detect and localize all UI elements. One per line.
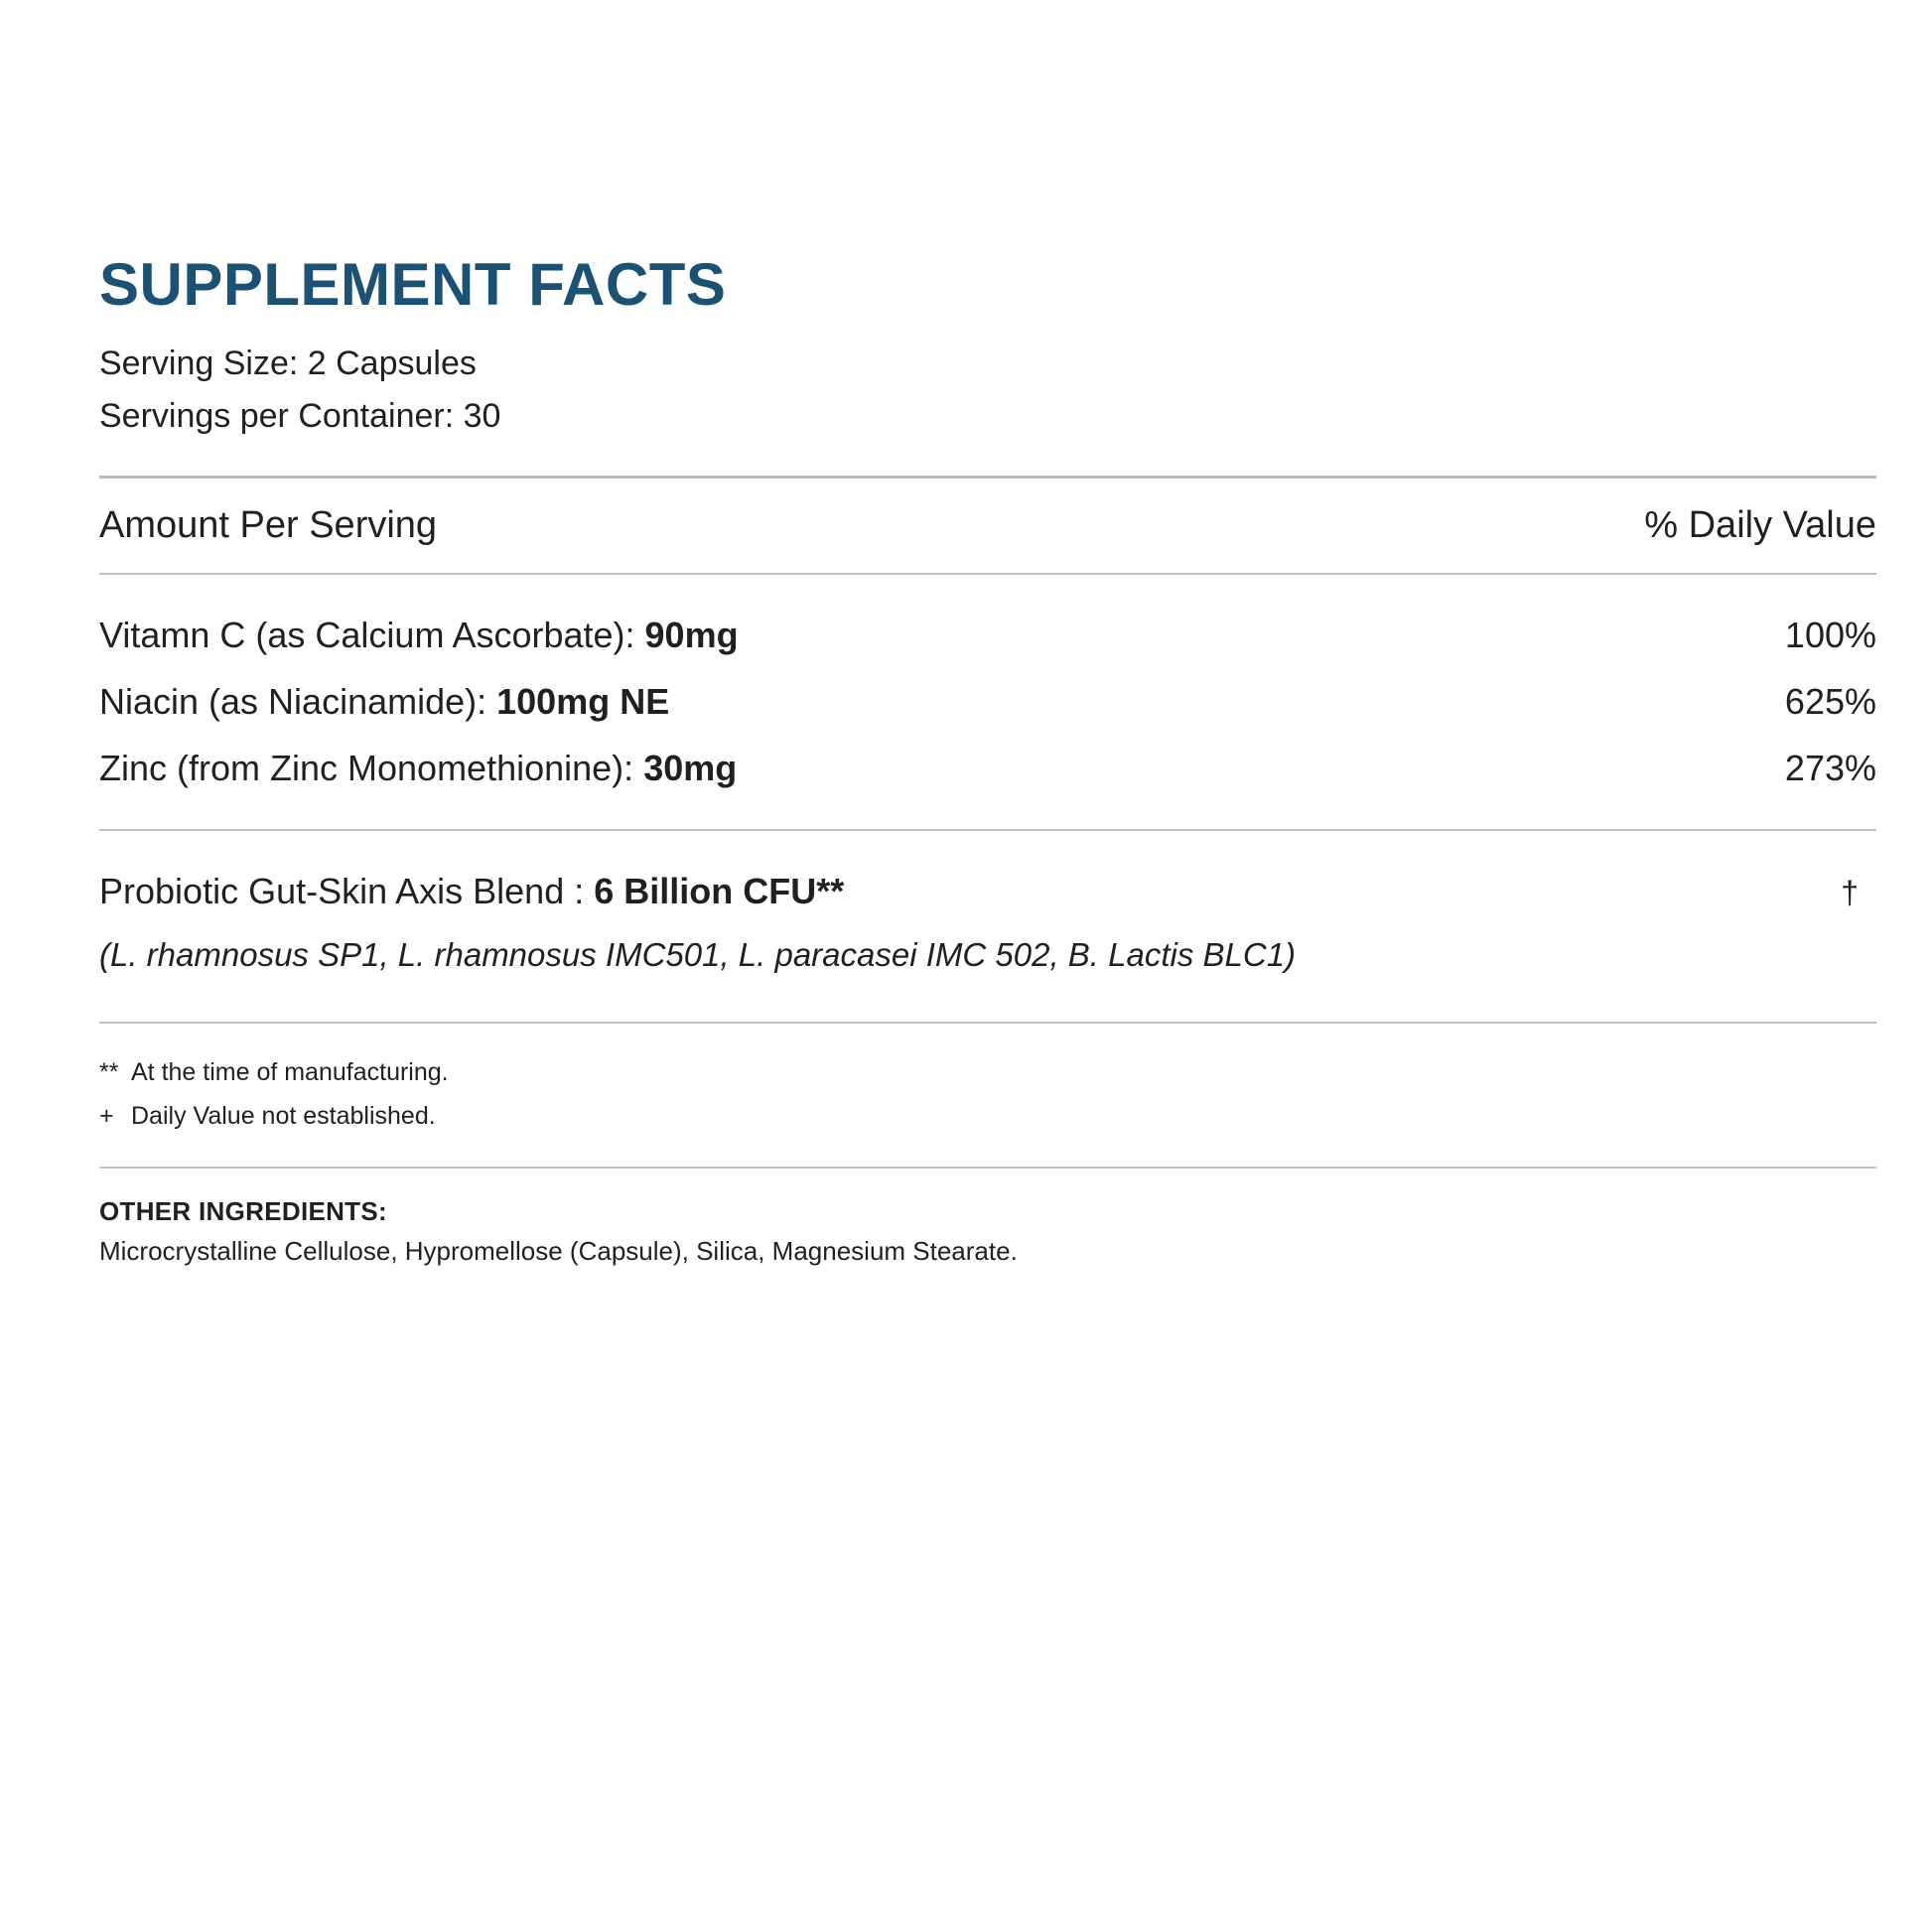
table-row [99, 669, 1876, 736]
serving-size: Serving Size: 2 Capsules [99, 345, 477, 382]
supplement-facts-panel [99, 253, 1876, 1269]
nutrient-name: Vitamn C (as Calcium Ascorbate): [99, 615, 645, 656]
blend-daily-value: † [1841, 875, 1859, 911]
blend-amount: 6 Billion CFU** [594, 871, 845, 912]
nutrient-amount: 90mg [644, 615, 739, 656]
table-row [99, 603, 1876, 669]
nutrient-name: Niacin (as Niacinamide): [99, 680, 497, 722]
table-header-daily-value: % Daily Value [1644, 504, 1876, 547]
nutrient-amount: 100mg NE [496, 680, 670, 722]
nutrient-name: Zinc (from Zinc Monomethionine): [99, 747, 644, 788]
footnote [99, 1095, 1876, 1139]
table-header-row [99, 479, 1876, 573]
blend-row [99, 865, 1876, 912]
footnote-marker: + [99, 1102, 114, 1131]
footnote-text: Daily Value not established. [131, 1102, 436, 1131]
nutrient-daily-value: 625% [1784, 680, 1876, 722]
footnote [99, 1051, 1876, 1095]
nutrient-daily-value: 100% [1784, 615, 1876, 656]
table-header-amount: Amount Per Serving [99, 504, 438, 547]
servings-per-container: Servings per Container: 30 [99, 396, 501, 435]
nutrient-amount: 30mg [643, 747, 738, 788]
other-ingredients-heading: OTHER INGREDIENTS: [99, 1195, 387, 1226]
blend-name: Probiotic Gut-Skin Axis Blend : [99, 871, 595, 912]
footnote-text: At the time of manufacturing. [131, 1058, 449, 1087]
other-ingredients-body: Microcrystalline Cellulose, Hypromellose (Capsule), Silica, Magnesium Stearate. [99, 1235, 1018, 1266]
blend-strains: (L. rhamnosus SP1, L. rhamnosus IMC501, L. paracasei IMC 502, B. Lactis BLC1) [99, 936, 1297, 974]
footnote-marker: ** [99, 1058, 119, 1087]
nutrient-daily-value: 273% [1784, 747, 1876, 788]
table-row [99, 736, 1876, 802]
page-title: SUPPLEMENT FACTS [99, 251, 727, 318]
